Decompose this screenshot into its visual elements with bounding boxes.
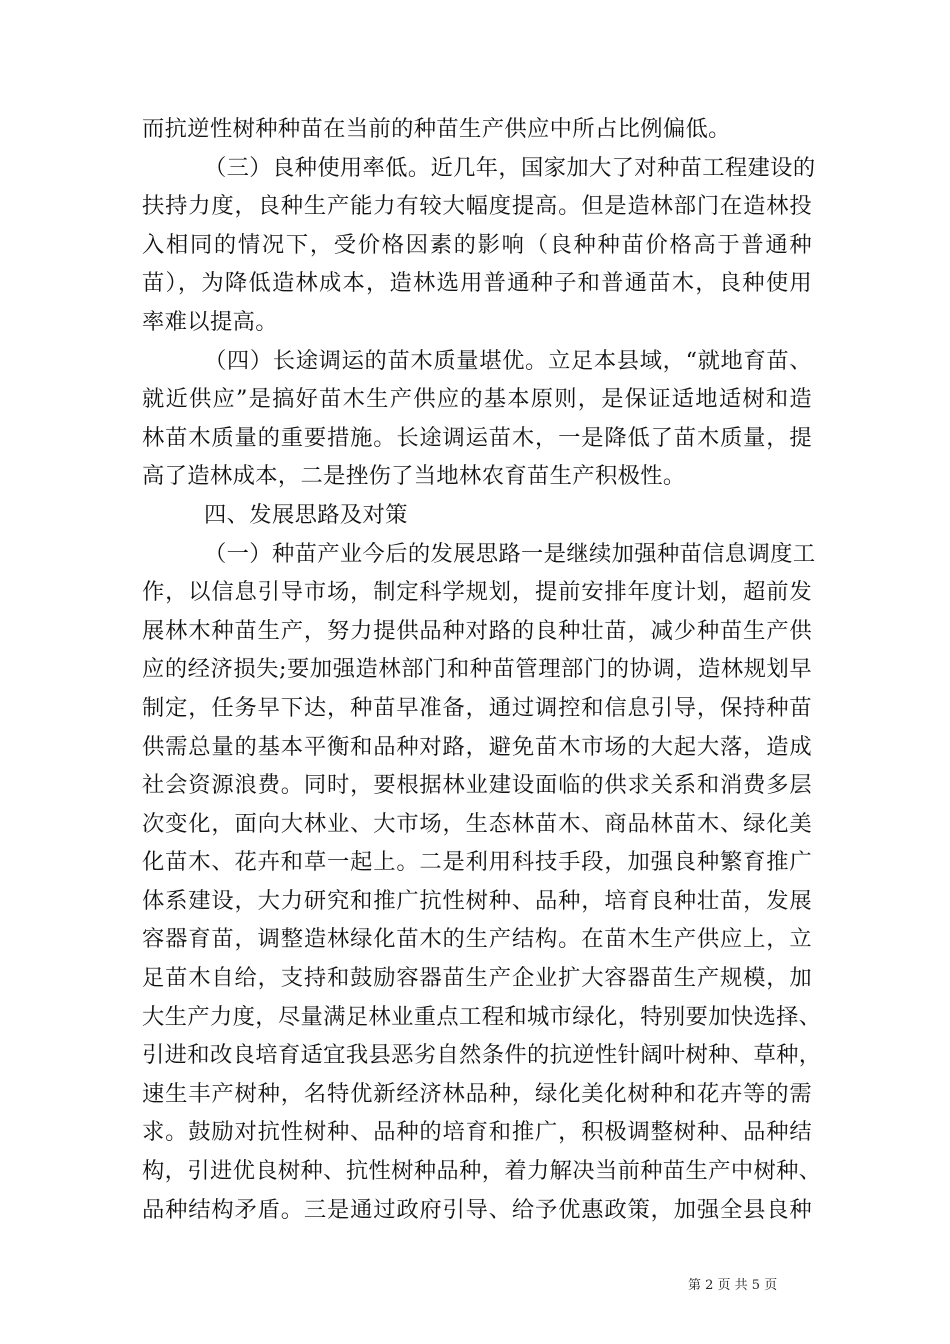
- text-line: 容器育苗，调整造林绿化苗木的生产结构。在苗木生产供应上，立: [142, 926, 812, 953]
- section-heading: 四、发展思路及对策: [204, 501, 408, 528]
- text-line: 次变化，面向大林业、大市场，生态林苗木、商品林苗木、绿化美: [142, 810, 812, 837]
- text-line: 苗），为降低造林成本，造林选用普通种子和普通苗木，良种使用: [142, 270, 812, 297]
- text-line: 林苗木质量的重要措施。长途调运苗木，一是降低了苗木质量，提: [142, 424, 812, 451]
- text-line: 率难以提高。: [142, 308, 278, 335]
- text-line: 体系建设，大力研究和推广抗性树种、品种，培育良种壮苗，发展: [142, 887, 812, 914]
- text-line: 而抗逆性树种种苗在当前的种苗生产供应中所占比例偏低。: [142, 116, 731, 142]
- text-line: 构，引进优良树种、抗性树种品种，着力解决当前种苗生产中树种、: [142, 1158, 822, 1185]
- text-line: （四）长途调运的苗木质量堪优。立足本县域，“就地育苗、: [204, 347, 812, 374]
- text-line: 品种结构矛盾。三是通过政府引导、给予优惠政策，加强全县良种: [142, 1196, 812, 1223]
- text-line: 应的经济损失;要加强造林部门和种苗管理部门的协调，造林规划早: [142, 656, 812, 683]
- text-line: 求。鼓励对抗性树种、品种的培育和推广，积极调整树种、品种结: [142, 1119, 812, 1146]
- text-line: 扶持力度，良种生产能力有较大幅度提高。但是造林部门在造林投: [142, 193, 812, 220]
- text-line: 制定，任务早下达，种苗早准备，通过调控和信息引导，保持种苗: [142, 694, 812, 721]
- text-line: 作，以信息引导市场，制定科学规划，提前安排年度计划，超前发: [142, 579, 812, 606]
- text-line: 足苗木自给，支持和鼓励容器苗生产企业扩大容器苗生产规模，加: [142, 965, 812, 992]
- text-line: 入相同的情况下，受价格因素的影响（良种种苗价格高于普通种: [142, 231, 812, 258]
- text-line: 引进和改良培育适宜我县恶劣自然条件的抗逆性针阔叶树种、草种，: [142, 1042, 822, 1069]
- document-body: [142, 110, 822, 1229]
- text-line: 大生产力度，尽量满足林业重点工程和城市绿化，特别要加快选择、: [142, 1003, 822, 1030]
- page-number: 第 2 页 共 5 页: [688, 1278, 778, 1293]
- text-line: （三）良种使用率低。近几年，国家加大了对种苗工程建设的: [204, 154, 816, 181]
- text-line: 供需总量的基本平衡和品种对路，避免苗木市场的大起大落，造成: [142, 733, 812, 760]
- text-line: （一）种苗产业今后的发展思路一是继续加强种苗信息调度工: [204, 540, 816, 567]
- text-line: 就近供应”是搞好苗木生产供应的基本原则，是保证适地适树和造: [142, 386, 812, 413]
- text-line: 速生丰产树种，名特优新经济林品种，绿化美化树种和花卉等的需: [142, 1080, 812, 1107]
- text-line: 化苗木、花卉和草一起上。二是利用科技手段，加强良种繁育推广: [142, 849, 812, 876]
- text-line: 社会资源浪费。同时，要根据林业建设面临的供求关系和消费多层: [142, 772, 812, 799]
- text-line: 展林木种苗生产，努力提供品种对路的良种壮苗，减少种苗生产供: [142, 617, 812, 644]
- text-line: 高了造林成本，二是挫伤了当地林农育苗生产积极性。: [142, 463, 686, 490]
